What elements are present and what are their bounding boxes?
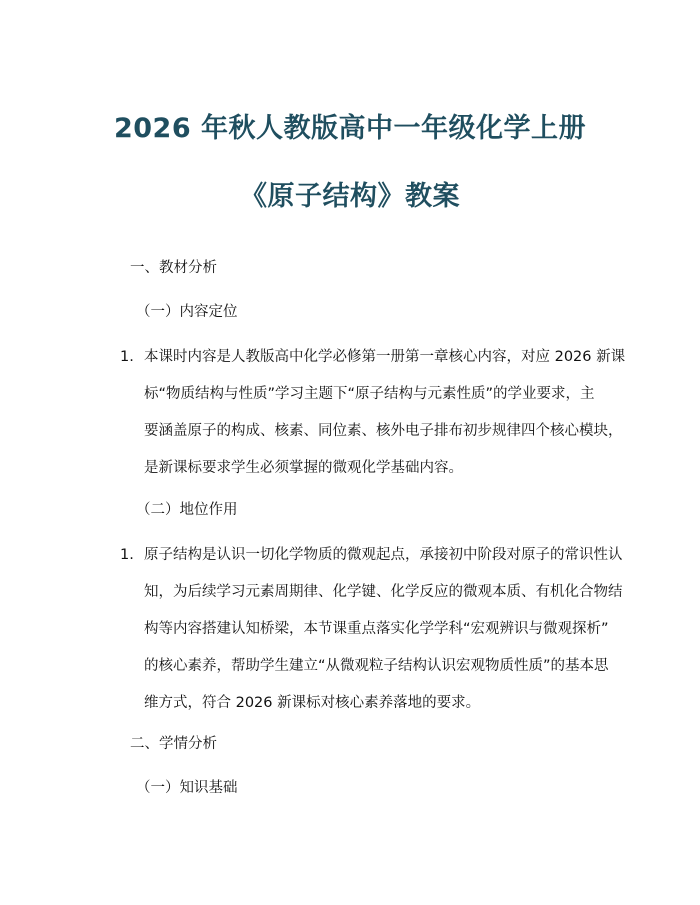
section1-sub2-item — [120, 545, 623, 713]
document-title-line2: 《原子结构》教案 — [240, 181, 460, 212]
paragraph-line: 原子结构是认识一切化学物质的微观起点，承接初中阶段对原子的常识性认 — [144, 547, 623, 563]
document-title-line1: 2026 年秋人教版高中一年级化学上册 — [113, 113, 587, 144]
section1-heading: 一、教材分析 — [130, 260, 217, 276]
section1-sub1-heading: （一）内容定位 — [136, 304, 238, 320]
section2-heading: 二、学情分析 — [130, 736, 217, 752]
paragraph-line: 构等内容搭建认知桥梁，本节课重点落实化学学科“宏观辨识与微观探析” — [144, 621, 609, 637]
paragraph-line: 的核心素养，帮助学生建立“从微观粒子结构认识宏观物质性质”的基本思 — [144, 658, 609, 674]
paragraph-line: 知，为后续学习元素周期律、化学键、化学反应的微观本质、有机化合物结 — [144, 584, 623, 600]
paragraph-line: 要涵盖原子的构成、核素、同位素、核外电子排布初步规律四个核心模块， — [144, 423, 623, 439]
section1-sub1-item — [120, 347, 626, 476]
paragraph-line: 本课时内容是人教版高中化学必修第一册第一章核心内容，对应 2026 新课 — [144, 349, 626, 365]
list-item-number: 1. — [120, 349, 134, 365]
section2-sub1-heading: （一）知识基础 — [136, 780, 238, 796]
section1-sub2-heading: （二）地位作用 — [136, 502, 238, 518]
paragraph-line: 维方式，符合 2026 新课标对核心素养落地的要求。 — [144, 695, 481, 711]
paragraph-line: 标“物质结构与性质”学习主题下“原子结构与元素性质”的学业要求，主 — [144, 386, 595, 402]
paragraph-line: 是新课标要求学生必须掌握的微观化学基础内容。 — [144, 460, 463, 476]
list-item-number: 1. — [120, 547, 134, 563]
